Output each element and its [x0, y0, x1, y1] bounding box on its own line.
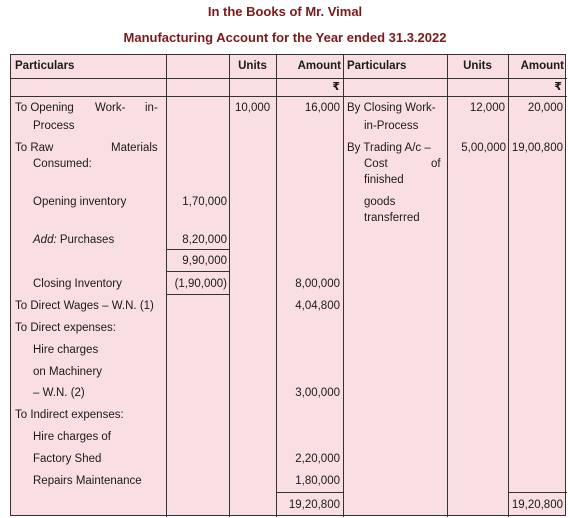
rupee-symbol: ₹	[332, 81, 340, 93]
manufacturing-account-table	[10, 54, 566, 516]
opening-wip-amount: 16,000	[304, 102, 340, 114]
closing-inventory-amount: (1,90,000)	[174, 278, 227, 290]
trading-label: By Trading A/c –	[347, 142, 431, 154]
col-divider	[229, 55, 230, 517]
trading-amount: 19,00,800	[511, 142, 563, 154]
col-divider	[508, 55, 509, 517]
rupee-divider	[11, 96, 567, 97]
book-title: In the Books of Mr. Vimal	[207, 4, 363, 19]
opening-inventory-label: Opening inventory	[33, 196, 127, 208]
trading-label: of	[431, 158, 441, 170]
hire-charges-of-label: Hire charges of	[33, 431, 111, 443]
subtotal-line	[166, 294, 229, 295]
subtotal-line	[166, 249, 229, 250]
col-divider	[343, 55, 344, 517]
raw-materials-label: To Raw	[15, 142, 54, 154]
opening-wip-label: Work-	[95, 102, 126, 114]
wn2-label: – W.N. (2)	[33, 387, 85, 399]
hire-charges-label: Hire charges	[33, 344, 99, 356]
opening-wip-label: Process	[33, 120, 75, 132]
total-line	[276, 492, 343, 493]
raw-materials-label: Consumed:	[33, 158, 92, 170]
col-divider	[447, 55, 448, 517]
closing-wip-label: By Closing Work-	[347, 102, 436, 114]
trading-label: Cost	[364, 158, 388, 170]
header-particulars-credit: Particulars	[347, 60, 407, 72]
header-units: Units	[238, 60, 267, 72]
header-units-credit: Units	[463, 60, 492, 72]
add-label: Add:	[33, 234, 57, 246]
total-line	[508, 492, 567, 493]
raw-materials-label: Materials	[111, 142, 158, 154]
closing-wip-label: in-Process	[364, 120, 419, 132]
indirect-expenses-label: To Indirect expenses:	[15, 409, 124, 421]
rupee-symbol: ₹	[554, 81, 562, 93]
purchases-label	[33, 232, 114, 248]
purchases-amount: 8,20,000	[182, 234, 227, 246]
opening-wip-units: 10,000	[235, 102, 271, 114]
trading-units: 5,00,000	[461, 142, 506, 154]
header-amount-credit: Amount	[520, 60, 564, 72]
trading-label: finished	[364, 174, 404, 186]
direct-wages-label: To Direct Wages – W.N. (1)	[15, 300, 154, 312]
trading-label: goods	[364, 196, 396, 208]
machinery-amount: 3,00,000	[295, 387, 340, 399]
opening-wip-label: in-	[145, 102, 158, 114]
opening-wip-label: To Opening	[15, 102, 74, 114]
account-title: Manufacturing Account for the Year ended 31.3.2022	[123, 30, 447, 45]
debit-total: 19,20,800	[288, 499, 340, 511]
factory-shed-label: Factory Shed	[33, 453, 102, 465]
closing-wip-amount: 20,000	[527, 102, 563, 114]
closing-wip-units: 12,000	[469, 102, 505, 114]
direct-expenses-label: To Direct expenses:	[15, 322, 116, 334]
trading-label: transferred	[364, 212, 420, 224]
closing-inventory-label: Closing Inventory	[33, 278, 122, 290]
on-machinery-label: on Machinery	[33, 366, 103, 378]
credit-total: 19,20,800	[511, 499, 563, 511]
repairs-amount: 1,80,000	[295, 475, 340, 487]
header-particulars: Particulars	[15, 60, 75, 72]
factory-shed-amount: 2,20,000	[295, 453, 340, 465]
opening-inventory-amount: 1,70,000	[182, 196, 227, 208]
subtotal-line	[166, 271, 229, 272]
subtotal-amount: 9,90,000	[182, 255, 227, 267]
header-amount: Amount	[297, 60, 341, 72]
raw-materials-total: 8,00,000	[295, 278, 340, 290]
direct-wages-amount: 4,04,800	[295, 300, 340, 312]
purchases-text: Purchases	[56, 234, 115, 246]
repairs-label: Repairs Maintenance	[33, 475, 142, 487]
